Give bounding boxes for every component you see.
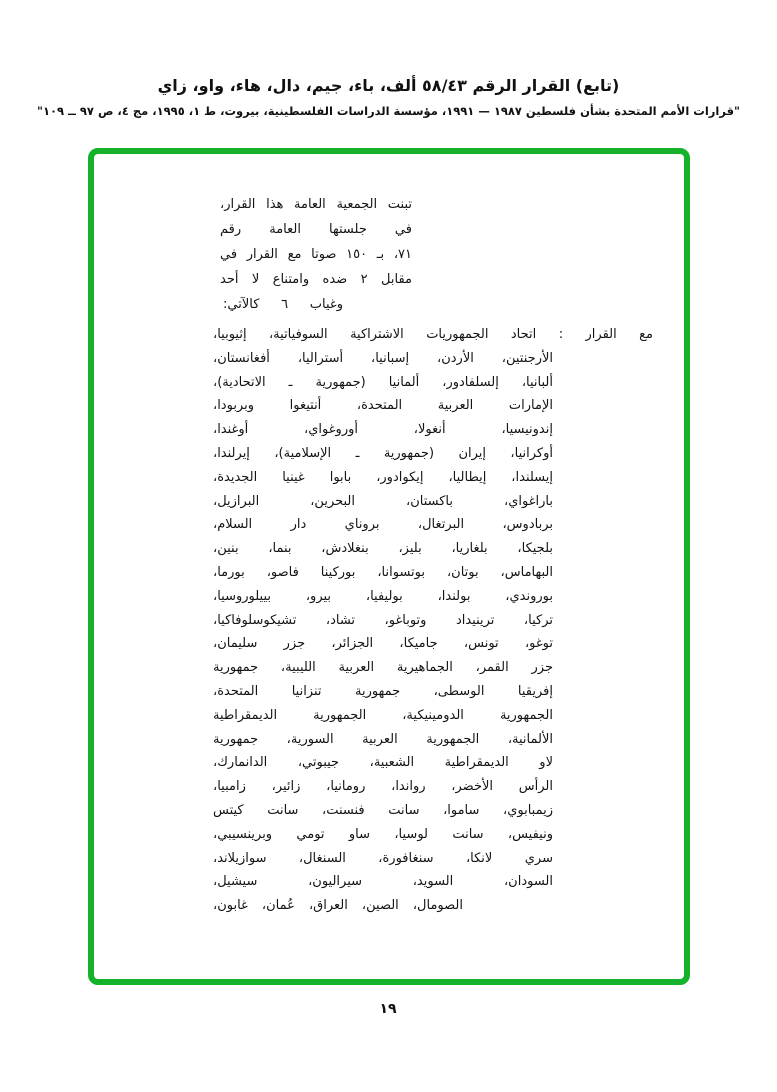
intro-line: مقابل ٢ ضده وامتناع لا أحد [220, 272, 412, 287]
vote-list-line: ونيفيس، سانت لوسيا، ساو تومي وبرينسيبي، [213, 826, 553, 842]
vote-list-line: بلجيكا، بلغاريا، بليز، بنغلادش، بنما، بنين، [213, 541, 553, 557]
vote-list-line: الألمانية، الجمهورية العربية السورية، جمهورية [213, 731, 553, 747]
vote-with-resolution-list [213, 323, 653, 918]
vote-list-line: البهاماس، بوتان، بوتسوانا، بوركينا فاصو، بورما، [213, 564, 553, 580]
vote-list-line: باراغواي، باكستان، البحرين، البرازيل، [213, 493, 553, 509]
vote-list-line: السودان، السويد، سيراليون، سيشيل، [213, 874, 553, 890]
intro-line: ٧١، بـ ١٥٠ صوتا مع القرار في [220, 247, 412, 262]
header-source-citation: "قرارات الأمم المتحدة بشأن فلسطين ١٩٨٧ — ١٩٩١، مؤسسة الدراسات الفلسطينية، بيروت، ط ١، ١٩٩٥، مج ٤، ص ٩٧ ــ ١٠٩" [36, 104, 741, 118]
vote-list-line: إيسلندا، إيطاليا، إيكوادور، بابوا غينيا الجديدة، [213, 469, 553, 485]
vote-with-label: مع القرار [585, 327, 653, 342]
vote-list-line: الإمارات العربية المتحدة، أنتيغوا وبربودا، [213, 398, 553, 414]
vote-list-line: ألبانيا، إلسلفادور، ألمانيا (جمهورية ـ الاتحادية)، [213, 374, 553, 390]
vote-list-line: إندونيسيا، أنغولا، أوروغواي، أوغندا، [213, 422, 553, 438]
vote-list-line: الرأس الأخضر، رواندا، رومانيا، زائير، زامبيا، [213, 779, 553, 795]
intro-line: في جلستها العامة رقم [220, 222, 412, 237]
vote-list-first-line [213, 323, 653, 347]
vote-list-line: الجمهورية الدومينيكية، الجمهورية الديمقراطية [213, 707, 553, 723]
vote-first-line-text: اتحاد الجمهوريات الاشتراكية السوفياتية، إثيوبيا، [213, 327, 537, 342]
vote-list-last-line: الصومال، الصين، العراق، عُمان، غابون، [213, 898, 463, 914]
intro-line-last: وغياب ٦ كالآتي: [223, 297, 343, 312]
intro-line: تبنت الجمعية العامة هذا القرار، [220, 197, 412, 212]
vote-list-line: بوروندي، بولندا، بوليفيا، بيرو، بييلوروسيا، [213, 588, 553, 604]
vote-list-line: بربادوس، البرتغال، بروناي دار السلام، [213, 517, 553, 533]
vote-list-line: لاو الديمقراطية الشعبية، جيبوتي، الدانمارك، [213, 755, 553, 771]
vote-list-line: جزر القمر، الجماهيرية العربية الليبية، جمهورية [213, 660, 553, 676]
vote-list-line: سري لانكا، سنغافورة، السنغال، سوازيلاند، [213, 850, 553, 866]
vote-list-line: إفريقيا الوسطى، جمهورية تنزانيا المتحدة، [213, 683, 553, 699]
intro-paragraph [220, 192, 412, 317]
vote-list-line: تركيا، ترينيداد وتوباغو، تشاد، تشيكوسلوفاكيا، [213, 612, 553, 628]
vote-list-line: أوكرانيا، إيران (جمهورية ـ الإسلامية)، إيرلندا، [213, 445, 553, 461]
page-number: ١٩ [379, 1001, 397, 1017]
vote-list-line: زيمبابوي، ساموا، سانت فنسنت، سانت كيتس [213, 802, 553, 818]
header-title: (تابع) القرار الرقم ٥٨/٤٣ ألف، باء، جيم، دال، هاء، واو، زاي [157, 76, 620, 95]
vote-label-colon: : [558, 327, 564, 342]
vote-list-line: الأرجنتين، الأردن، إسبانيا، أستراليا، أفغانستان، [213, 350, 553, 366]
vote-list-line: توغو، تونس، جاميكا، الجزائر، جزر سليمان، [213, 636, 553, 652]
